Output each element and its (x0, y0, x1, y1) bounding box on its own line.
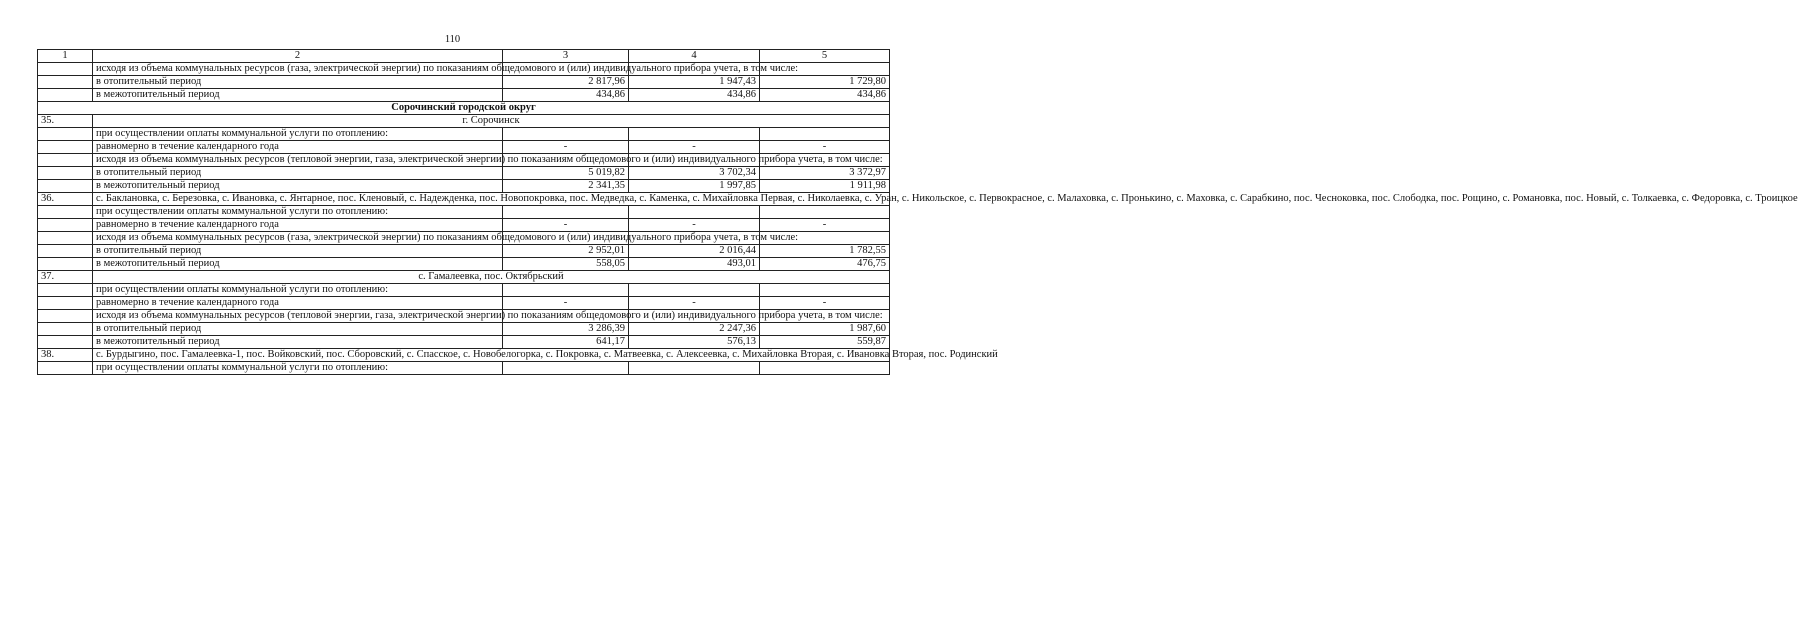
table-row (38, 297, 890, 310)
row-label: исходя из объема коммунальных ресурсов (газа, электрической энергии) по показаниям общедомового и (или) индивидуального прибора учета, в том числе: (93, 63, 503, 76)
row-label: в отопительный период (93, 245, 503, 258)
value-cell: - (503, 297, 629, 310)
table-row (38, 258, 890, 271)
table-row (38, 219, 890, 232)
row-label: равномерно в течение календарного года (93, 219, 503, 232)
row-label: при осуществлении оплаты коммунальной услуги по отоплению: (93, 206, 503, 219)
page-number: 110 (444, 34, 461, 45)
value-cell: 2 016,44 (629, 245, 760, 258)
locality-name: с. Баклановка, с. Березовка, с. Ивановка, с. Янтарное, пос. Кленовый, с. Надежденка, пос. Новопокровка, пос. Медведка, с. Каменка, с. Михайловка Первая, с. Николаевка, с. Уран, с. Никольское, с. Первокрасное, с. Малаховка, с. Пронькино, с. Маховка, с. Сарабкино, пос. Чесноковка, пос. Слободка, пос. Рощино, с. Романовка, пос. Новый, с. Толкаевка, с. Федоровка, с. Троицкое (93, 193, 890, 206)
value-cell: 434,86 (760, 89, 890, 102)
value-cell: 558,05 (503, 258, 629, 271)
value-cell: 5 019,82 (503, 167, 629, 180)
value-cell: 641,17 (503, 336, 629, 349)
value-cell: - (503, 141, 629, 154)
row-number: 35. (38, 115, 93, 128)
value-cell: 3 702,34 (629, 167, 760, 180)
locality-row (38, 115, 890, 128)
value-cell: 3 372,97 (760, 167, 890, 180)
row-label: в отопительный период (93, 76, 503, 89)
row-label: в отопительный период (93, 167, 503, 180)
value-cell: 1 997,85 (629, 180, 760, 193)
value-cell: 493,01 (629, 258, 760, 271)
table-row (38, 362, 890, 375)
row-label: при осуществлении оплаты коммунальной услуги по отоплению: (93, 128, 503, 141)
value-cell: - (760, 219, 890, 232)
value-cell: - (760, 297, 890, 310)
row-number: 37. (38, 271, 93, 284)
locality-name: г. Сорочинск (93, 115, 890, 128)
row-label: в межотопительный период (93, 336, 503, 349)
table-row (38, 154, 890, 167)
value-cell: 1 947,43 (629, 76, 760, 89)
value-cell: 2 341,35 (503, 180, 629, 193)
value-cell: 2 952,01 (503, 245, 629, 258)
row-label: равномерно в течение календарного года (93, 297, 503, 310)
row-label: в межотопительный период (93, 180, 503, 193)
value-cell: - (503, 219, 629, 232)
value-cell: - (760, 141, 890, 154)
header-cell: 2 (93, 50, 503, 63)
header-cell: 5 (760, 50, 890, 63)
section-title: Сорочинский городской округ (38, 102, 890, 115)
locality-row (38, 271, 890, 284)
row-label: в межотопительный период (93, 89, 503, 102)
table-row (38, 310, 890, 323)
table-row (38, 128, 890, 141)
table-row (38, 245, 890, 258)
table-row (38, 323, 890, 336)
row-label: равномерно в течение календарного года (93, 141, 503, 154)
value-cell: 1 987,60 (760, 323, 890, 336)
row-label: при осуществлении оплаты коммунальной услуги по отоплению: (93, 362, 503, 375)
table-row (38, 141, 890, 154)
table-row (38, 232, 890, 245)
row-number: 38. (38, 349, 93, 362)
table-row (38, 284, 890, 297)
value-cell: 1 782,55 (760, 245, 890, 258)
row-label: в отопительный период (93, 323, 503, 336)
value-cell: 476,75 (760, 258, 890, 271)
value-cell: - (629, 297, 760, 310)
table-row (38, 167, 890, 180)
locality-name: с. Гамалеевка, пос. Октябрьский (93, 271, 890, 284)
value-cell: 434,86 (629, 89, 760, 102)
table-row (38, 336, 890, 349)
table-row (38, 180, 890, 193)
row-number: 36. (38, 193, 93, 206)
table-row (38, 206, 890, 219)
header-cell: 1 (38, 50, 93, 63)
value-cell: 3 286,39 (503, 323, 629, 336)
value-cell: 1 911,98 (760, 180, 890, 193)
row-label: исходя из объема коммунальных ресурсов (газа, электрической энергии) по показаниям общедомового и (или) индивидуального прибора учета, в том числе: (93, 232, 503, 245)
value-cell: 1 729,80 (760, 76, 890, 89)
value-cell: 434,86 (503, 89, 629, 102)
row-label: исходя из объема коммунальных ресурсов (тепловой энергии, газа, электрической энергии) по показаниям общедомового и (или) индивидуального прибора учета, в том числе: (93, 154, 503, 167)
row-number (38, 63, 93, 76)
locality-name: с. Бурдыгино, пос. Гамалеевка-1, пос. Войковский, пос. Сборовский, с. Спасское, с. Новобелогорка, с. Покровка, с. Матвеевка, с. Алексеевка, с. Михайловка Вторая, с. Ивановка Вторая, пос. Родинский (93, 349, 890, 362)
section-row (38, 102, 890, 115)
table-header-row (38, 50, 890, 63)
locality-row (38, 349, 890, 362)
value-cell: 2 817,96 (503, 76, 629, 89)
value-cell: 576,13 (629, 336, 760, 349)
table-row (38, 89, 890, 102)
table-row (38, 63, 890, 76)
row-label: в межотопительный период (93, 258, 503, 271)
row-label: при осуществлении оплаты коммунальной услуги по отоплению: (93, 284, 503, 297)
value-cell: - (629, 219, 760, 232)
header-cell: 3 (503, 50, 629, 63)
value-cell: 559,87 (760, 336, 890, 349)
locality-row (38, 193, 890, 206)
value-cell: - (629, 141, 760, 154)
table-row (38, 76, 890, 89)
tariff-table (37, 49, 1798, 375)
value-cell: 2 247,36 (629, 323, 760, 336)
header-cell: 4 (629, 50, 760, 63)
row-label: исходя из объема коммунальных ресурсов (тепловой энергии, газа, электрической энергии) по показаниям общедомового и (или) индивидуального прибора учета, в том числе: (93, 310, 503, 323)
